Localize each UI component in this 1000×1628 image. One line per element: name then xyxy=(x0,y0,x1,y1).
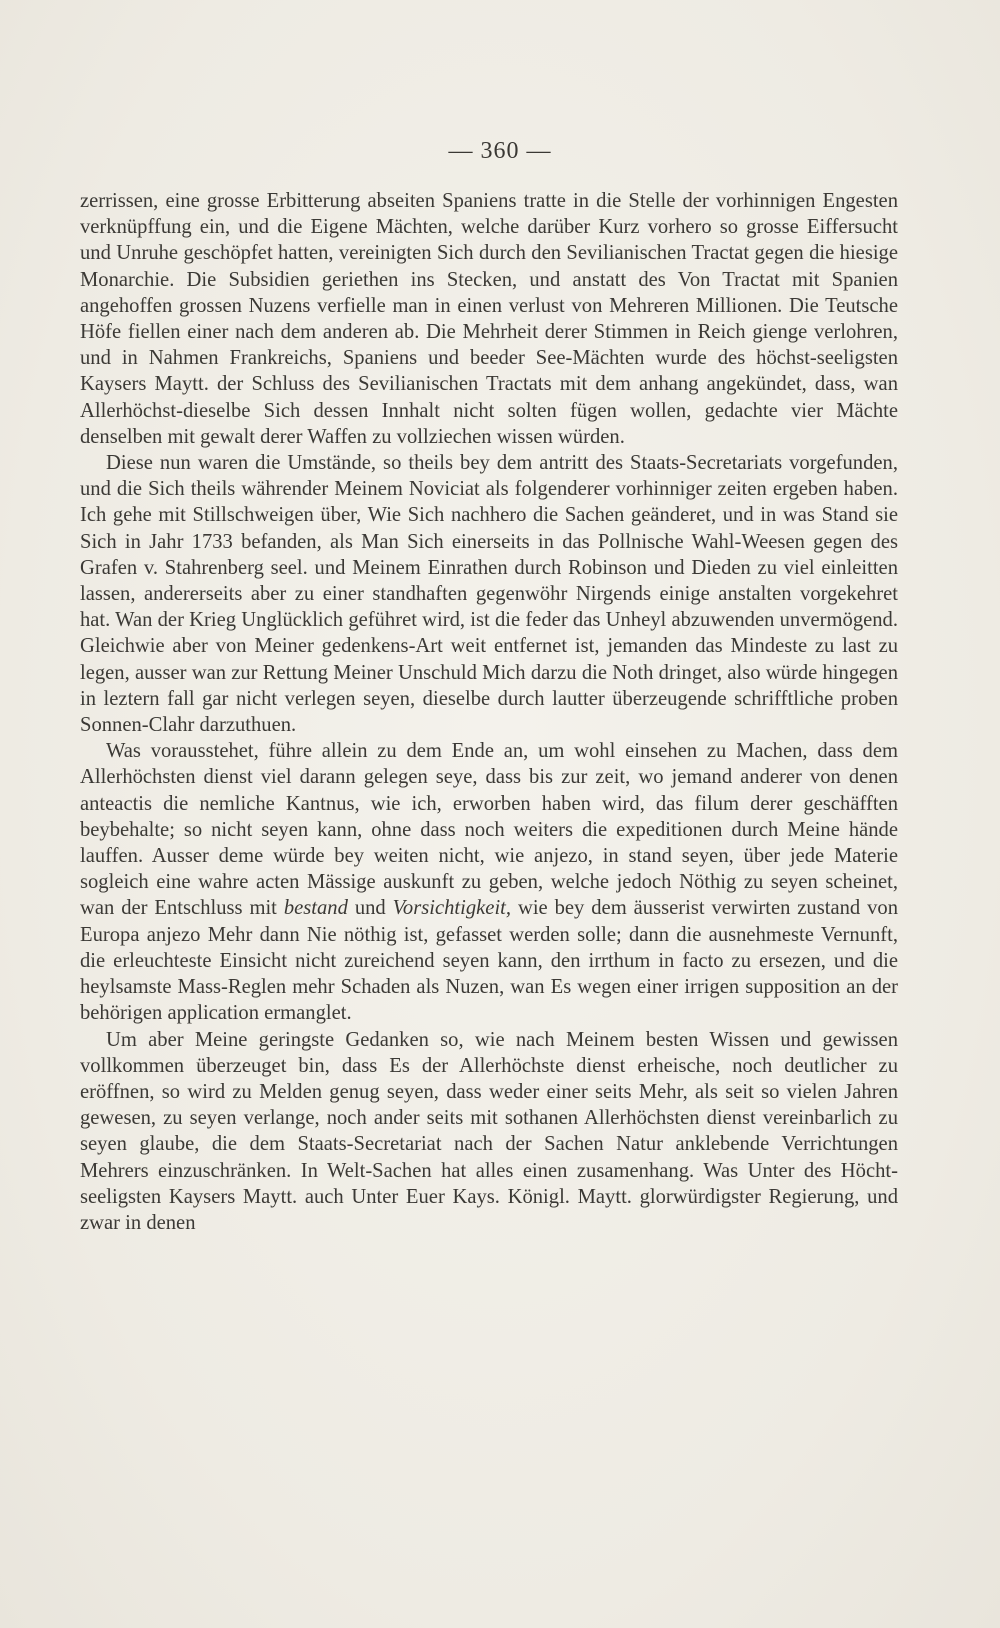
paragraph-4 xyxy=(80,1027,898,1237)
paragraph-2-text: Diese nun waren die Umstände, so theils bey dem antritt des Staats-Secretariats vorgefunden, und die Sich theils währender Meinem Noviciat als folgenderer vorhinniger zeiten ergeben haben. Ich gehe mit Stillschweigen über, Wie Sich nachhero die Sachen geänderet, und in was Stand sie Sich in Jahr 1733 befanden, als Man Sich einerseits in das Pollnische Wahl-Weesen gegen des Grafen v. Stahrenberg seel. und Meinem Einrathen durch Robinson und Dieden zu viel einleitten lassen, andererseits aber zu einer standhaften gegenwöhr Nirgends einige anstalten vorgekehret hat. Wan der Krieg Unglücklich geführet wird, ist die feder das Unheyl abzuwenden unvermögend. Gleichwie aber von Meiner gedenkens-Art weit entfernet ist, jemanden das Mindeste zu last zu legen, ausser wan zur Rettung Meiner Unschuld Mich darzu die Noth dringet, also würde hingegen in leztern fall gar nicht verlegen seyen, dieselbe durch lautter überzeugende schrifftliche proben Sonnen-Clahr darzuthuen. xyxy=(80,452,898,737)
paragraph-4-text: Um aber Meine geringste Gedanken so, wie nach Meinem besten Wissen und gewissen vollkommen überzeuget bin, dass Es der Allerhöchste dienst erheische, noch deutlicher zu eröffnen, so wird zu Melden genug seyen, dass weder einer seits Mehr, als seit so vielen Jahren gewesen, zu seyen verlange, noch ander seits mit sothanen Allerhöchsten dienst vereinbarlich zu seyen glaube, die dem Staats-Secretariat nach der Sachen Natur anklebende Verrichtungen Mehrers einzuschränken. In Welt-Sachen hat alles einen zusamenhang. Was Unter des Höcht-seeligsten Kaysers Maytt. auch Unter Euer Kays. Königl. Maytt. glorwürdigster Regierung, und zwar in denen xyxy=(80,1028,898,1234)
paragraph-3 xyxy=(80,738,898,1026)
paragraph-1 xyxy=(80,188,898,450)
body-text xyxy=(80,188,898,1236)
paragraph-3-italic-vorsichtigkeit: Vorsichtigkeit, xyxy=(392,897,512,920)
paragraph-3-text-c: wie bey dem äusserist verwirten zustand von Europa anjezo Mehr dann Nie nöthig ist, gefasset werden solle; dann die ausnehmeste Vernunft, die erleuchteste Einsicht nicht zureichend seyen kann, den irrthum in facto zu ersezen, und die heylsamste Mass-Reglen mehr Schaden als Nuzen, wan Es wegen einer irrigen supposition an der behörigen application ermanglet. xyxy=(80,897,899,1025)
paragraph-3-text-b: und xyxy=(347,897,393,920)
page-number: — 360 — xyxy=(448,138,552,164)
paragraph-3-text-a: Was vorausstehet, führe allein zu dem Ende an, um wohl einsehen zu Machen, dass dem Allerhöchsten dienst viel darann gelegen seye, dass bis zur zeit, wo jemand anderer von denen anteactis die nemliche Kantnus, wie ich, erworben haben wird, das filum derer geschäfften beybehalte; so nicht seyen kann, ohne dass noch weiters die expeditionen durch Meine hände lauffen. Ausser deme würde bey weiten nicht, wie anjezo, in stand seyen, über jede Materie sogleich eine wahre acten Mässige auskunft zu geben, welche jedoch Nöthig zu seyen scheinet, wan der Entschluss mit xyxy=(80,740,898,920)
paragraph-3-italic-bestand: bestand xyxy=(283,897,348,920)
paragraph-2 xyxy=(80,450,898,738)
paragraph-1-text: zerrissen, eine grosse Erbitterung abseiten Spaniens tratte in die Stelle der vorhinnigen Engesten verknüpffung ein, und die Eigene Mächten, welche darüber Kurz vorhero so grosse Eiffersucht und Unruhe geschöpfet hatten, vereinigten Sich durch den Sevilianischen Tractat gegen die hiesige Monarchie. Die Subsidien geriethen ins Stecken, und anstatt des Von Tractat mit Spanien angehoffen grossen Nuzens verfielle man in einen verlust von Mehreren Millionen. Die Teutsche Höfe fiellen einer nach dem anderen ab. Die Mehrheit derer Stimmen in Reich gienge verlohren, und in Nahmen Frankreichs, Spaniens und beeder See-Mächten wurde des höchst-seeligsten Kaysers Maytt. der Schluss des Sevilianischen Tractats mit dem anhang angekündet, dass, wan Allerhöchst-dieselbe Sich dessen Innhalt nicht solten fügen wollen, gedachte vier Mächte denselben mit gewalt derer Waffen zu vollziechen wissen würden. xyxy=(80,190,898,448)
